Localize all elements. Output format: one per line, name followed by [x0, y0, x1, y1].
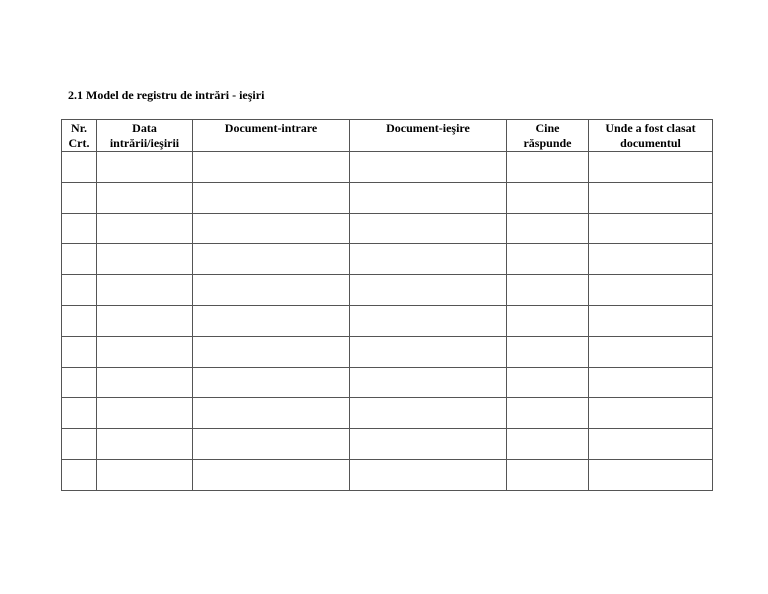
table-cell [350, 429, 507, 460]
header-nr-crt [62, 120, 97, 152]
table-cell [62, 305, 97, 336]
header-unde-clasat-line2: documentul [620, 136, 681, 150]
table-cell [589, 336, 713, 367]
table-cell [507, 182, 589, 213]
table-cell [193, 367, 350, 398]
table-cell [507, 244, 589, 275]
table-cell [97, 182, 193, 213]
table-cell [62, 152, 97, 183]
header-unde-clasat [589, 120, 713, 152]
header-document-iesire-line1: Document-ieşire [386, 121, 470, 135]
table-cell [193, 429, 350, 460]
table-cell [62, 275, 97, 306]
table-cell [507, 213, 589, 244]
table-cell [350, 336, 507, 367]
table-cell [62, 336, 97, 367]
table-cell [589, 459, 713, 490]
table-cell [62, 429, 97, 460]
table-cell [350, 152, 507, 183]
table-cell [507, 275, 589, 306]
table-cell [62, 367, 97, 398]
table-cell [62, 398, 97, 429]
header-data-line1: Data [132, 121, 157, 135]
table-row [62, 275, 713, 306]
table-cell [97, 305, 193, 336]
header-cine-raspunde-line2: răspunde [523, 136, 572, 150]
table-cell [350, 213, 507, 244]
table-cell [507, 336, 589, 367]
header-document-intrare [193, 120, 350, 152]
table-row [62, 398, 713, 429]
table-row [62, 336, 713, 367]
header-document-intrare-line1: Document-intrare [224, 121, 318, 135]
table-cell [589, 213, 713, 244]
table-cell [350, 305, 507, 336]
table-cell [97, 429, 193, 460]
table-cell [350, 398, 507, 429]
table-cell [97, 398, 193, 429]
table-row [62, 213, 713, 244]
table-cell [589, 305, 713, 336]
table-cell [350, 182, 507, 213]
table-cell [589, 429, 713, 460]
table-cell [507, 398, 589, 429]
table-cell [62, 244, 97, 275]
table-cell [193, 244, 350, 275]
table-cell [193, 152, 350, 183]
table-cell [507, 152, 589, 183]
table-cell [507, 305, 589, 336]
table-cell [193, 213, 350, 244]
table-row [62, 367, 713, 398]
table-cell [507, 459, 589, 490]
table-cell [62, 182, 97, 213]
table-cell [350, 244, 507, 275]
table-cell [97, 152, 193, 183]
header-nr-crt-line1: Nr. [71, 121, 87, 135]
table-row [62, 152, 713, 183]
table-cell [97, 336, 193, 367]
header-cine-raspunde-line1: Cine [535, 121, 560, 135]
table-cell [350, 367, 507, 398]
table-cell [507, 429, 589, 460]
table-cell [97, 213, 193, 244]
table-row [62, 429, 713, 460]
table-cell [193, 398, 350, 429]
register-body [62, 152, 713, 491]
page-title: 2.1 Model de registru de intrări - ieşiri [68, 88, 265, 102]
table-cell [193, 275, 350, 306]
table-row [62, 305, 713, 336]
header-cine-raspunde [507, 120, 589, 152]
register-table [61, 119, 713, 491]
table-header-row [62, 120, 713, 152]
header-data [97, 120, 193, 152]
table-cell [97, 244, 193, 275]
table-cell [589, 275, 713, 306]
table-cell [193, 336, 350, 367]
table-cell [589, 182, 713, 213]
header-data-line2: intrării/ieşirii [109, 136, 180, 150]
table-cell [507, 367, 589, 398]
header-unde-clasat-line1: Unde a fost clasat [605, 121, 696, 135]
table-cell [350, 459, 507, 490]
table-cell [193, 182, 350, 213]
table-row [62, 244, 713, 275]
table-row [62, 182, 713, 213]
table-cell [62, 459, 97, 490]
table-cell [193, 459, 350, 490]
table-cell [193, 305, 350, 336]
table-cell [350, 275, 507, 306]
table-cell [97, 367, 193, 398]
table-cell [589, 367, 713, 398]
table-row [62, 459, 713, 490]
header-nr-crt-line2: Crt. [68, 136, 90, 150]
table-cell [589, 244, 713, 275]
table-cell [589, 398, 713, 429]
table-cell [97, 459, 193, 490]
table-cell [97, 275, 193, 306]
table-cell [589, 152, 713, 183]
table-cell [62, 213, 97, 244]
header-document-iesire [350, 120, 507, 152]
